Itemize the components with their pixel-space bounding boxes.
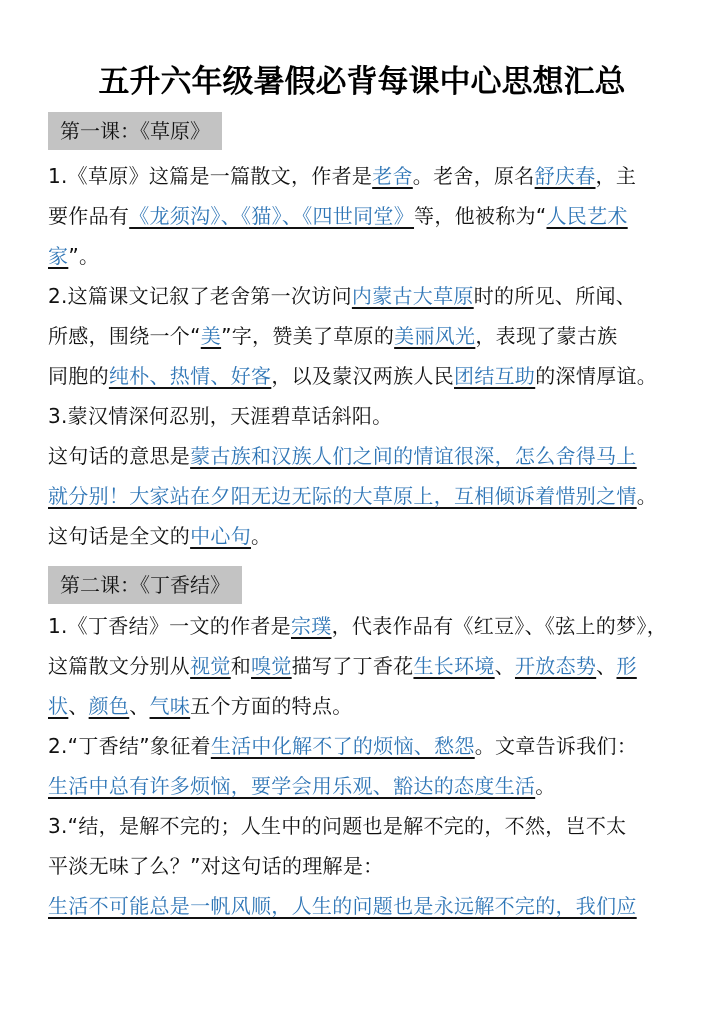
- text-line: [48, 236, 678, 276]
- text-span: 要作品有: [48, 204, 130, 228]
- text-line: [48, 766, 678, 806]
- key-answer: 开放态势: [514, 654, 597, 678]
- lesson-2-heading: 第二课：《丁香结》: [48, 566, 242, 604]
- text-span: 。: [251, 524, 272, 548]
- text-line: [48, 276, 678, 316]
- text-span: 、: [494, 654, 515, 678]
- text-span: 1.《丁香结》一文的作者是: [48, 614, 291, 638]
- text-line: [48, 606, 678, 646]
- text-span: 3.蒙汉情深何忍别，天涯碧草话斜阳。: [48, 404, 393, 428]
- key-answer: 蒙古族和汉族人们之间的情谊很深，怎么舍得马上: [190, 444, 637, 468]
- text-span: 这句话的意思是: [48, 444, 191, 468]
- key-answer: 纯朴、热情、好客: [108, 364, 272, 388]
- text-span: 、: [129, 694, 150, 718]
- key-answer: 颜色: [88, 694, 130, 718]
- key-answer: 团结互助: [454, 364, 536, 388]
- text-span: 3.“结，是解不完的；人生中的问题也是解不完的，不然，岂不太: [48, 814, 627, 838]
- key-answer: 生活不可能总是一帆风顺，人生的问题也是永远解不完的，我们应: [48, 894, 637, 918]
- key-answer: 老舍: [372, 164, 413, 188]
- text-span: ，主: [595, 164, 637, 188]
- text-line: [48, 646, 678, 686]
- text-span: 2.“丁香结”象征着: [48, 734, 211, 758]
- text-line: [48, 396, 678, 436]
- key-answer: 气味: [149, 694, 191, 718]
- key-answer: 人民艺术: [546, 204, 628, 228]
- key-answer: 内蒙古大草原: [351, 284, 474, 308]
- text-line: [48, 516, 678, 556]
- key-answer: 美丽风光: [394, 324, 476, 348]
- key-answer: 《龙须沟》、《猫》、《四世同堂》: [129, 204, 415, 228]
- text-line: [48, 156, 678, 196]
- key-answer: 中心句: [190, 524, 252, 548]
- text-span: 描写了丁香花: [291, 654, 414, 678]
- text-line: [48, 356, 678, 396]
- text-span: 1.《草原》这篇是一篇散文，作者是: [48, 164, 373, 188]
- text-line: [48, 726, 678, 766]
- text-span: 等，他被称为“: [414, 204, 547, 228]
- key-answer: 生活中化解不了的烦恼、愁怨: [210, 734, 475, 758]
- text-line: [48, 886, 678, 926]
- text-line: [48, 436, 678, 476]
- text-span: 平淡无味了么？”对这句话的理解是：: [48, 854, 384, 878]
- text-span: ，表现了蒙古族: [475, 324, 618, 348]
- text-span: 这句话是全文的: [48, 524, 191, 548]
- text-line: [48, 316, 678, 356]
- text-span: 。: [535, 774, 556, 798]
- text-span: 的深情厚谊。: [535, 364, 658, 388]
- text-span: 。老舍，原名: [412, 164, 535, 188]
- key-answer: 舒庆春: [534, 164, 596, 188]
- text-span: ”字，赞美了草原的: [221, 324, 395, 348]
- text-span: 。: [636, 484, 658, 508]
- text-line: [48, 476, 678, 516]
- text-span: 这篇散文分别从: [48, 654, 191, 678]
- key-answer: 视觉: [190, 654, 231, 678]
- key-answer: 宗璞: [290, 614, 332, 638]
- lesson-1-heading: 第一课：《草原》: [48, 112, 222, 150]
- text-span: ，代表作品有《红豆》、《弦上的梦》，: [331, 614, 667, 638]
- text-span: 、: [596, 654, 617, 678]
- key-answer: 状: [48, 694, 69, 718]
- text-span: 时的所见、所闻、: [473, 284, 637, 308]
- key-answer: 生活中总有许多烦恼，要学会用乐观、豁达的态度生活: [48, 774, 536, 798]
- text-span: ，以及蒙汉两族人民: [271, 364, 455, 388]
- key-answer: 嗅觉: [251, 654, 292, 678]
- key-answer: 生长环境: [413, 654, 495, 678]
- key-answer: 就分别！大家站在夕阳无边无际的大草原上，互相倾诉着惜别之情: [48, 484, 637, 508]
- text-span: 、: [68, 694, 89, 718]
- text-line: [48, 686, 678, 726]
- text-span: 2.这篇课文记叙了老舍第一次访问: [48, 284, 352, 308]
- page-title: 五升六年级暑假必背每课中心思想汇总: [98, 64, 626, 100]
- key-answer: 美: [200, 324, 222, 348]
- key-answer: 形: [616, 654, 637, 678]
- text-span: 五个方面的特点。: [190, 694, 353, 718]
- text-line: [48, 806, 678, 846]
- text-span: 和: [230, 654, 252, 678]
- key-answer: 家: [48, 244, 69, 268]
- text-span: 同胞的: [48, 364, 109, 388]
- text-span: 所感，围绕一个“: [48, 324, 201, 348]
- text-line: [48, 196, 678, 236]
- text-line: [48, 846, 678, 886]
- text-span: ”。: [68, 244, 100, 268]
- text-span: 。文章告诉我们：: [474, 734, 638, 758]
